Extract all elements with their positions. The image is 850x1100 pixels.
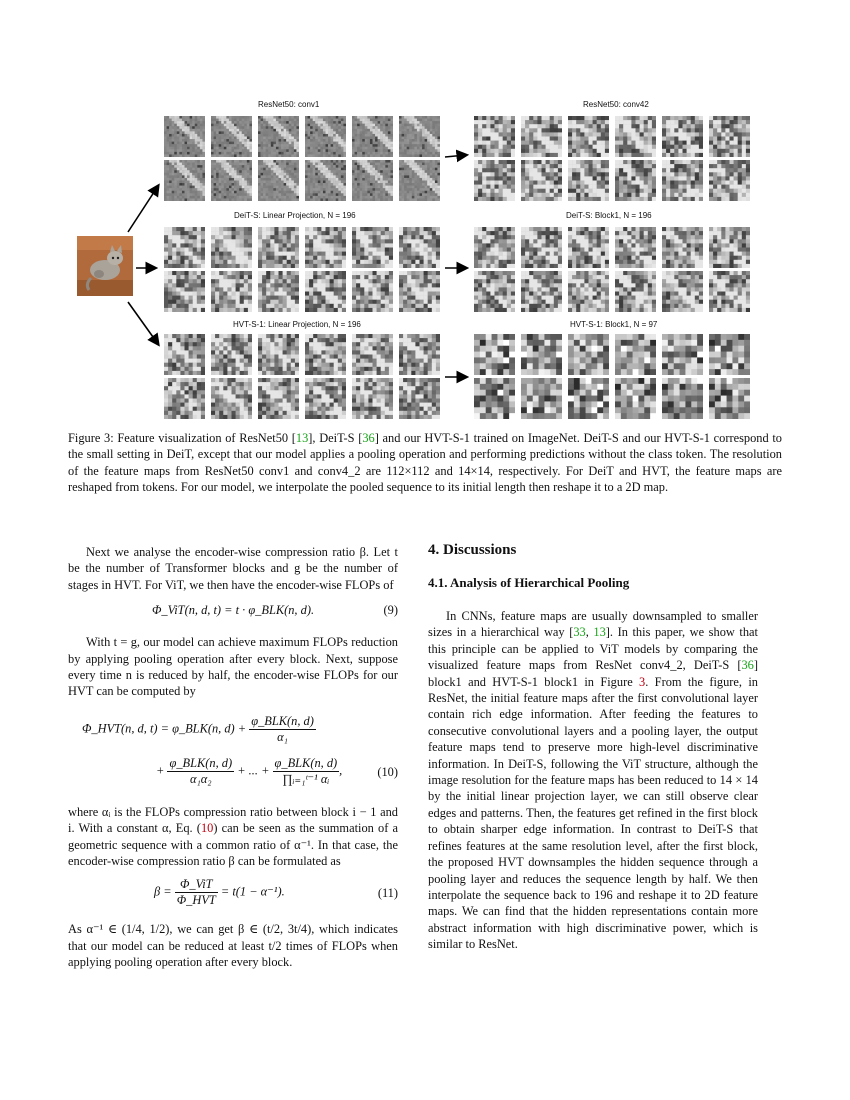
label-resnet-conv1: ResNet50: conv1 — [258, 100, 320, 109]
label-deit-linear-projection: DeiT-S: Linear Projection, N = 196 — [234, 211, 356, 220]
equation-11: β = $\frac{\text{Φ\_ViT}}{\text{Φ\_HVT}}$ = t(1 − α⁻¹). (11) — [154, 877, 398, 908]
figure-caption: Figure 3: Feature visualization of ResNet50 [13], DeiT-S [36] and our HVT-S-1 trained on ImageNet. DeiT-S and our HVT-S-1 correspond to the small setting in DeiT, except that our model applies a pooling operation and performing predictions without the class token. The resolution of the feature maps from ResNet50 conv1 and conv4_2 are 112×112 and 14×14, respectively. For DeiT and HVT, the feature maps are reshaped from tokens. For our model, we interpolate the pooled sequence to its initial length then reshape it to a 2D map. — [68, 431, 782, 495]
arrow-to-resnet — [128, 186, 158, 232]
figure-ref-link[interactable]: 3 — [639, 674, 646, 689]
label-hvt-block1: HVT-S-1: Block1, N = 97 — [570, 320, 658, 329]
label-hvt-linear-projection: HVT-S-1: Linear Projection, N = 196 — [233, 320, 361, 329]
subsection-heading: 4.1. Analysis of Hierarchical Pooling — [428, 575, 630, 590]
paragraph: where αᵢ is the FLOPs compression ratio between block i − 1 and i. With a constant α, Eq. (10) can be seen as the summation of a geometric sequence with a common ratio of α⁻¹. In that case, the encoder-wise compression ratio β can be formulated as — [68, 804, 398, 869]
left-column — [68, 544, 398, 971]
equation-10: Φ_HVT(n, d, t) = φ_BLK(n, d) + $\frac{\text{φ\_BLK(n, d)}}{\text{α₁}}$ + $\frac{\text{φ\_BLK(n, d)}}{\text{α₁α₂}}$ + ... + $\frac{\text{φ\_BLK(n, d)}}{\text{∏ᵢ₌₁ᵗ⁻¹ αᵢ}}$ , (10) — [82, 713, 398, 786]
paragraph: In CNNs, feature maps are usually downsampled to smaller sizes in a hierarchical way [33, 13]. In this paper, we show that this principle can be applied to ViT models by comparing the visualized feature maps from ResNet conv4_2, DeiT-S [36] block1 and HVT-S-1 block1 in Figure 3. From the figure, in ResNet, the initial feature maps after the first convolutional layer contain rich edge information. After feeding the features to consecutive convolutional layers and a pooling layer, the output feature maps tend to preserve more high-level discriminative information. In DeiT-S, following the ViT structure, although the image resolution for the feature maps has been reduced to 14 × 14 by the initial linear projection layer, we can still observe clear edges and patterns. Then, the features get refined in the first block to obtain sharper edge information. In contrast to DeiT-S that refines features at the same resolution level, after the first block, the proposed HVT downsamples the hidden sequence through a pooling layer and reduces the sequence length by half. We then interpolate the sequence back to 196 and reshape it to 2D feature maps. We can find that the hidden representations contain more abstract information with high discriminative power, which is similar to ResNet. — [428, 609, 758, 952]
equation-number: (10) — [377, 764, 398, 779]
equation-ref-link[interactable]: 10 — [200, 821, 214, 836]
citation-link[interactable]: 33 — [573, 625, 586, 640]
citation-link[interactable]: 36 — [741, 658, 754, 673]
equation-number: (11) — [377, 886, 398, 901]
citation-link[interactable]: 13 — [295, 431, 309, 445]
section-heading: 4. Discussions — [428, 542, 517, 558]
figure-arrows — [0, 0, 850, 425]
arrow-resnet-to-conv42 — [445, 155, 466, 157]
label-deit-block1: DeiT-S: Block1, N = 196 — [566, 211, 652, 220]
citation-link[interactable]: 13 — [593, 625, 606, 640]
caption-label: Figure 3: — [68, 431, 114, 445]
paragraph: As α⁻¹ ∈ (1/4, 1/2), we can get β ∈ (t/2, 3t/4), which indicates that our model can be reduced at least t/2 times of FLOPs when applying pooling operation after every block. — [68, 922, 398, 970]
arrow-to-hvt — [128, 302, 158, 344]
equation-number: (9) — [383, 603, 398, 618]
paragraph: With t = g, our model can achieve maximum FLOPs reduction by applying pooling operation after every block. Next, suppose every time n is reduced by half, the encoder-wise FLOPs for our HVT can be computed by — [68, 635, 398, 699]
right-column — [428, 540, 758, 953]
paragraph: Next we analyse the encoder-wise compression ratio β. Let t be the number of Transformer blocks and g be the number of stages in HVT. For ViT, we then have the encoder-wise FLOPs of — [68, 545, 398, 592]
label-resnet-conv42: ResNet50: conv42 — [583, 100, 649, 109]
figure-3 — [0, 0, 850, 425]
equation-9: Φ_ViT(n, d, t) = t · φ_BLK(n, d). (9) — [151, 603, 398, 618]
citation-link[interactable]: 36 — [362, 431, 375, 445]
